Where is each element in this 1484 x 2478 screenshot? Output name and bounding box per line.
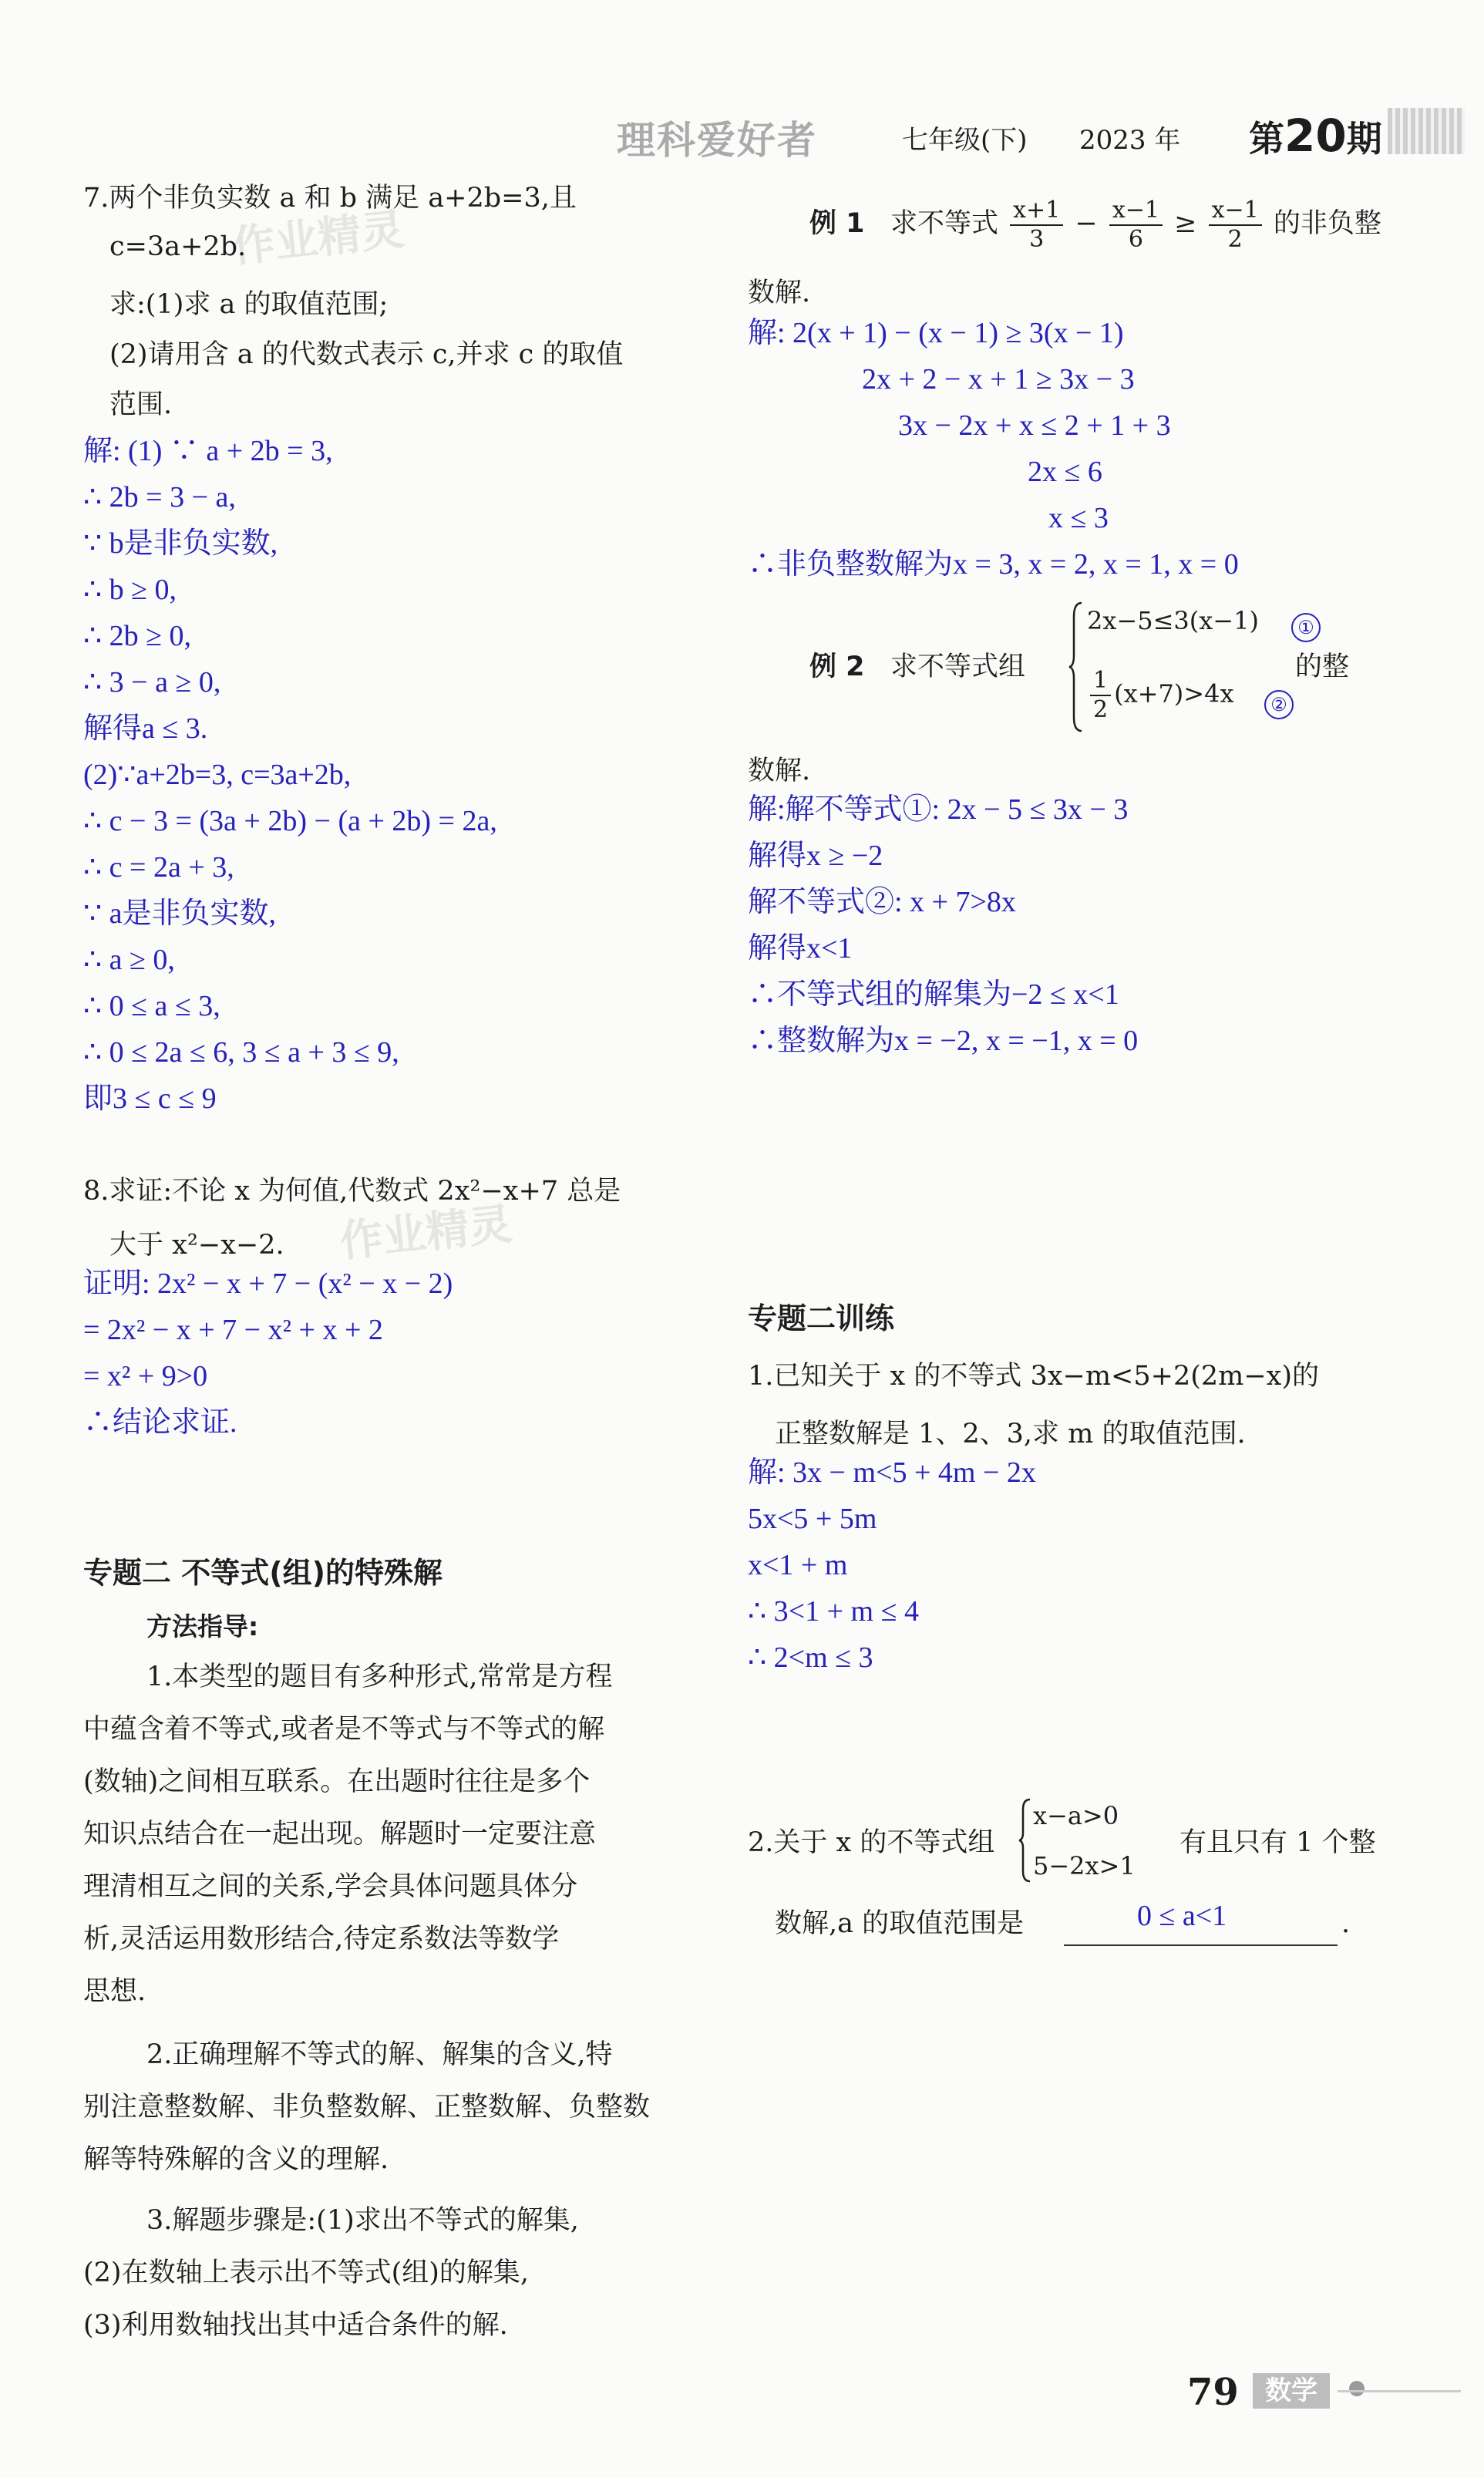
magazine-logo: 理科爱好者 (617, 118, 817, 163)
ex1-solution-line: x ≤ 3 (1048, 502, 1109, 534)
training-q1-solution-line: 5x<5 + 5m (748, 1503, 877, 1535)
method-p2-line: 解等特殊解的含义的理解. (83, 2144, 389, 2175)
fraction: $\frac{1}{2}$ (1090, 667, 1111, 724)
ex2-solution-line: 解得x ≥ −2 (748, 840, 883, 872)
method-p3-line: (2)在数轴上表示出不等式(组)的解集, (83, 2257, 530, 2288)
grade-label: 七年级(下) (902, 125, 1028, 156)
q8-solution-line: 证明: 2x² − x + 7 − (x² − x − 2) (83, 1268, 453, 1300)
q7-solution-line: ∴ 0 ≤ 2a ≤ 6, 3 ≤ a + 3 ≤ 9, (83, 1036, 399, 1069)
training-q2-end: . (1341, 1908, 1351, 1939)
method-p1-line: 理清相互之间的关系,学会具体问题具体分 (83, 1871, 578, 1902)
ex2-solution-line: ∴不等式组的解集为−2 ≤ x<1 (748, 978, 1119, 1011)
method-p1-line: 思想. (83, 1976, 146, 2007)
fraction: $\frac{x-1}{6}$ (1109, 197, 1163, 254)
year-label: 2023 年 (1079, 125, 1181, 156)
q7-solution-line: ∴ a ≥ 0, (83, 944, 175, 976)
q7-solution-line: ∴ c − 3 = (3a + 2b) − (a + 2b) = 2a, (83, 805, 497, 837)
subject-tag: 数学 (1253, 2373, 1330, 2409)
q7-solution-line: 解得a ≤ 3. (83, 712, 208, 745)
ex1-stem: 例 1 求不等式 $\frac{x+1}{3}$ − $\frac{x-1}{6}$ ≥ $\frac{x-1}{2}$ 的非负整 (809, 196, 1381, 253)
method-p3-line: (3)利用数轴找出其中适合条件的解. (83, 2310, 508, 2341)
training-q1-solution-line: ∴ 2<m ≤ 3 (748, 1641, 873, 1674)
ex2-system-row2: $\frac{1}{2}$ (x+7)>4x (1087, 667, 1234, 724)
q7-solution-line: ∴ b ≥ 0, (83, 574, 177, 606)
q7-solution-line: ∵ b是非负实数, (83, 527, 278, 560)
ex2-solution-line: 解得x<1 (748, 932, 853, 965)
circled-mark: ② (1264, 690, 1294, 719)
q7-solution-line: ∴ 3 − a ≥ 0, (83, 666, 221, 699)
method-p1-line: 析,灵活运用数形结合,待定系数法等数学 (83, 1924, 560, 1954)
page-number: 79 (1187, 2371, 1239, 2414)
training-q2-line2: 数解,a 的取值范围是 (775, 1908, 1025, 1939)
q7-solution-line: 解: (1) ∵ a + 2b = 3, (83, 435, 333, 467)
q7-stem-line4: (2)请用含 a 的代数式表示 c,并求 c 的取值 (109, 339, 624, 370)
q7-solution-line: ∵ a是非负实数, (83, 897, 277, 930)
training-q2-post: 有且只有 1 个整 (1179, 1827, 1376, 1858)
ex1-stem-line2: 数解. (748, 278, 811, 308)
q8-stem-line1: 8.求证:不论 x 为何值,代数式 2x²−x+7 总是 (83, 1176, 621, 1207)
training-title: 专题二训练 (748, 1301, 895, 1335)
fraction: $\frac{x-1}{2}$ (1209, 197, 1262, 254)
q7-stem-line3: 求:(1)求 a 的取值范围; (109, 289, 389, 320)
ex2-solution-line: 解不等式②: x + 7>8x (748, 886, 1016, 918)
q7-stem-line2: c=3a+2b. (109, 231, 247, 262)
ex2-system-row1: 2x−5≤3(x−1) (1087, 606, 1259, 635)
ex1-solution-line: 2x ≤ 6 (1028, 456, 1102, 488)
ex2-solution-line: 解:解不等式①: 2x − 5 ≤ 3x − 3 (748, 793, 1129, 826)
ex1-solution-line: 3x − 2x + x ≤ 2 + 1 + 3 (898, 409, 1171, 442)
circled-mark: ① (1291, 613, 1321, 642)
method-p1-line: 1.本类型的题目有多种形式,常常是方程 (146, 1662, 613, 1692)
method-p2-line: 别注意整数解、非负整数解、正整数解、负整数 (83, 2092, 651, 2123)
page-header (570, 108, 1457, 163)
header-stripe-decoration (1388, 108, 1465, 154)
q7-solution-line: ∴ 2b ≥ 0, (83, 620, 192, 652)
q8-solution-line: ∴结论求证. (83, 1406, 237, 1439)
training-q2-row1: x−a>0 (1033, 1801, 1119, 1830)
method-p1-line: 知识点结合在一起出现。解题时一定要注意 (83, 1819, 597, 1850)
q7-stem-line1: 7.两个非负实数 a 和 b 满足 a+2b=3,且 (83, 183, 577, 214)
q7-solution-line: ∴ c = 2a + 3, (83, 851, 234, 884)
training-q2-answer: 0 ≤ a<1 (1137, 1900, 1227, 1932)
ex1-label: 例 1 (809, 208, 865, 239)
method-p2-line: 2.正确理解不等式的解、解集的含义,特 (146, 2039, 613, 2070)
training-q1-line2: 正整数解是 1、2、3,求 m 的取值范围. (775, 1419, 1246, 1449)
ex1-solution-line: 解: 2(x + 1) − (x − 1) ≥ 3(x − 1) (748, 317, 1124, 349)
brace-icon (1018, 1798, 1031, 1883)
fraction: $\frac{x+1}{3}$ (1010, 197, 1063, 254)
method-p1-line: (数轴)之间相互联系。在出题时往往是多个 (83, 1766, 591, 1797)
q7-solution-line: ∴ 0 ≤ a ≤ 3, (83, 990, 220, 1022)
training-q1-solution-line: ∴ 3<1 + m ≤ 4 (748, 1595, 919, 1628)
ex2-post: 的整 (1295, 651, 1350, 682)
training-q2-pre: 2.关于 x 的不等式组 (748, 1827, 995, 1858)
issue-label: 第20期 (1249, 109, 1382, 162)
training-q1-line1: 1.已知关于 x 的不等式 3x−m<5+2(2m−x)的 (748, 1361, 1320, 1392)
watermark: 作业精灵 (337, 1199, 515, 1268)
footer-divider (1338, 2390, 1461, 2392)
q8-solution-line: = x² + 9>0 (83, 1360, 208, 1392)
method-p1-line: 中蕴含着不等式,或者是不等式与不等式的解 (83, 1714, 605, 1745)
training-q2-row2: 5−2x>1 (1033, 1851, 1136, 1880)
method-p3-line: 3.解题步骤是:(1)求出不等式的解集, (146, 2205, 579, 2236)
watermark: 作业精灵 (229, 204, 407, 273)
training-q1-solution-line: 解: 3x − m<5 + 4m − 2x (748, 1456, 1036, 1489)
q7-solution-line: 即3 ≤ c ≤ 9 (83, 1082, 217, 1115)
method-title: 方法指导: (146, 1611, 259, 1641)
q8-stem-line2: 大于 x²−x−2. (109, 1230, 284, 1261)
training-q1-solution-line: x<1 + m (748, 1549, 848, 1581)
brace-icon (1068, 601, 1083, 732)
ex1-solution-line: ∴非负整数解为x = 3, x = 2, x = 1, x = 0 (748, 548, 1239, 581)
q7-stem-line5: 范围. (109, 389, 173, 420)
ex1-solution-line: 2x + 2 − x + 1 ≥ 3x − 3 (862, 363, 1135, 396)
q7-solution-line: (2)∵a+2b=3, c=3a+2b, (83, 759, 352, 791)
topic-title: 专题二 不等式(组)的特殊解 (83, 1556, 443, 1590)
q7-solution-line: ∴ 2b = 3 − a, (83, 481, 236, 513)
ex2-stem-line2: 数解. (748, 756, 811, 786)
dot-icon (1349, 2381, 1365, 2396)
q8-solution-line: = 2x² − x + 7 − x² + x + 2 (83, 1314, 383, 1346)
ex2-label: 例 2 (809, 651, 865, 682)
ex2-label-pre: 例 2 求不等式组 (809, 651, 1025, 682)
ex2-solution-line: ∴整数解为x = −2, x = −1, x = 0 (748, 1025, 1139, 1057)
